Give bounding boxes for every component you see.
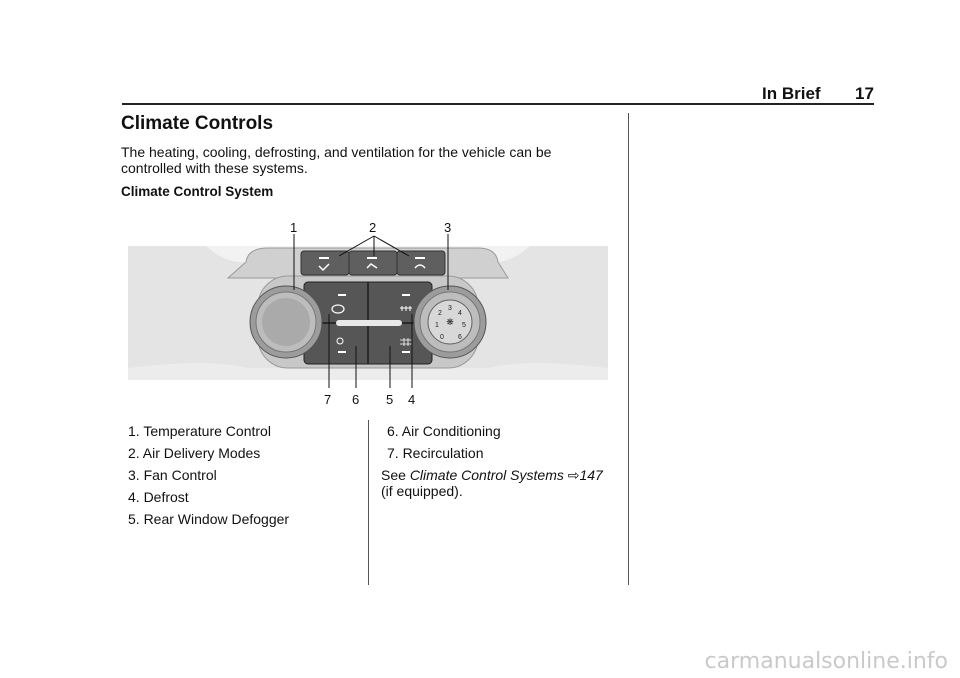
page-header <box>700 84 874 104</box>
legend-item: 7. Recirculation <box>387 445 484 461</box>
fan-label-6: 6 <box>458 334 462 341</box>
header-rule <box>122 103 874 105</box>
reference-prefix: See <box>381 467 406 483</box>
intro-paragraph: The heating, cooling, defrosting, and ventilation for the vehicle can be controlled with these systems. <box>121 144 552 176</box>
callout-5: 5 <box>386 392 394 407</box>
legend-item: 3. Fan Control <box>128 467 217 483</box>
legend-item: 6. Air Conditioning <box>387 423 501 439</box>
callout-7: 7 <box>324 392 332 407</box>
mode-button-3 <box>397 251 445 275</box>
legend-item: 4. Defrost <box>128 489 189 505</box>
legend-item: 1. Temperature Control <box>128 423 271 439</box>
column-divider <box>628 113 629 585</box>
watermark: carmanualsonline.info <box>704 649 948 674</box>
page-title: Climate Controls <box>121 113 274 134</box>
reference-page[interactable]: 147 <box>579 467 603 483</box>
fan-label-2: 2 <box>438 310 442 317</box>
callout-2: 2 <box>369 220 377 235</box>
fan-label-5: 5 <box>462 322 466 329</box>
legend-left <box>128 420 289 530</box>
fan-label-3: 3 <box>448 305 452 312</box>
fan-label-0: 0 <box>440 334 444 341</box>
cross-reference <box>381 467 626 499</box>
fan-label-1: 1 <box>435 322 439 329</box>
legend-divider <box>368 420 369 585</box>
section-title: In Brief <box>762 84 821 103</box>
callout-4: 4 <box>408 392 416 407</box>
climate-control-figure <box>128 218 608 408</box>
legend-item: 5. Rear Window Defogger <box>128 511 290 527</box>
fan-label-4: 4 <box>458 310 462 317</box>
page-ref-arrow-icon: ⇨ <box>567 467 580 483</box>
defrost-icon <box>400 306 412 311</box>
legend-item: 2. Air Delivery Modes <box>128 445 261 461</box>
mode-button-2 <box>349 251 397 275</box>
page-number: 17 <box>855 84 874 103</box>
indicator-strip <box>336 320 402 326</box>
subheading: Climate Control System <box>121 184 274 199</box>
callout-6: 6 <box>352 392 360 407</box>
callout-3: 3 <box>444 220 452 235</box>
reference-link[interactable]: Climate Control Systems <box>409 467 564 483</box>
callout-1: 1 <box>290 220 298 235</box>
legend-right <box>387 420 501 464</box>
reference-suffix: (if equipped). <box>381 483 463 499</box>
fan-icon: ❋ <box>446 317 454 327</box>
